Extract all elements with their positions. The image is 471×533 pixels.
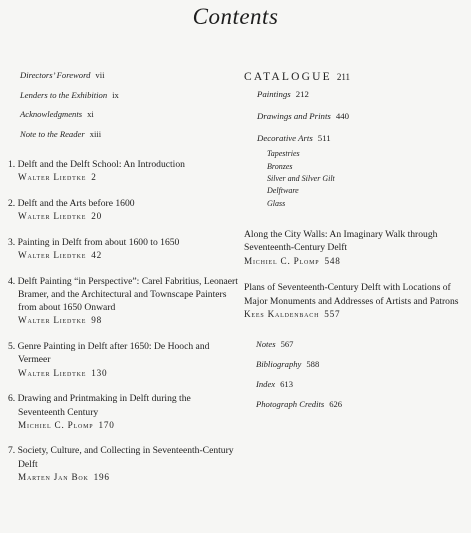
essay-author: Kees Kaldenbach: [244, 308, 320, 319]
entry-page: 212: [295, 88, 309, 99]
toc-essay-5[interactable]: [8, 340, 240, 379]
essay-author: Michiel C. Plomp: [18, 419, 94, 430]
entry-label: Index: [256, 378, 276, 389]
essay-author: Walter Liedtke: [18, 315, 87, 326]
toc-entry-acknowledgments[interactable]: [20, 109, 240, 129]
entry-label: Decorative Arts: [257, 133, 313, 144]
front-matter-list: [20, 70, 240, 148]
catalogue-label: CATALOGUE: [244, 71, 332, 83]
catalogue-list: [257, 88, 466, 210]
toc-essay-6[interactable]: [8, 392, 240, 431]
essay-author: Walter Liedtke: [18, 172, 87, 183]
toc-entry-notes[interactable]: [256, 339, 466, 359]
entry-page: 440: [335, 110, 350, 121]
toc-essay-plans[interactable]: [244, 281, 466, 320]
entry-label: Photograph Credits: [256, 398, 325, 409]
page-title: Contents: [192, 4, 279, 29]
entry-page: 588: [306, 358, 320, 369]
essay-title: 1. Delft and the Delft School: An Introduction: [8, 159, 185, 170]
entry-label: Directors’ Foreword: [20, 70, 91, 80]
entry-page: xi: [87, 109, 94, 119]
entry-page: xiii: [89, 128, 102, 139]
essay-author: Marten Jan Bok: [18, 471, 89, 482]
toc-entry-paintings[interactable]: [257, 88, 466, 100]
essay-author: Walter Liedtke: [18, 367, 87, 378]
toc-essay-3[interactable]: [8, 236, 240, 262]
toc-subentry-delftware[interactable]: Delftware: [267, 186, 299, 196]
entry-label: Lenders to the Exhibition: [20, 89, 108, 100]
essay-page: 20: [91, 211, 103, 222]
catalogue-page: 211: [336, 72, 351, 82]
essay-list: [8, 158, 240, 484]
toc-entry-note-to-reader[interactable]: [20, 129, 240, 149]
toc-entry-lenders[interactable]: [20, 90, 240, 110]
essay-author: Walter Liedtke: [18, 211, 87, 222]
entry-label: Paintings: [257, 88, 291, 99]
left-column: [8, 70, 240, 497]
toc-essay-2[interactable]: [8, 197, 240, 223]
entry-page: 511: [317, 133, 331, 144]
toc-entry-photograph-credits[interactable]: [256, 399, 466, 419]
essay-page: 557: [324, 308, 341, 319]
essay-title: 5. Genre Painting in Delft after 1650: De Hooch and Vermeer: [8, 341, 210, 366]
toc-subentry-bronzes[interactable]: Bronzes: [267, 161, 293, 171]
toc-essay-1[interactable]: [8, 158, 240, 184]
catalogue-heading[interactable]: [244, 70, 466, 86]
right-essay-list: [244, 228, 466, 320]
toc-essay-city-walls[interactable]: [244, 228, 466, 267]
essay-page: 548: [324, 255, 341, 266]
toc-subentry-glass[interactable]: Glass: [267, 198, 286, 208]
toc-entry-directors-foreword[interactable]: [20, 70, 240, 90]
essay-title: Along the City Walls: An Imaginary Walk through Seventeenth-Century Delft: [244, 229, 438, 254]
essay-title: Plans of Seventeenth-Century Delft with Locations of Major Monuments and Addresses of Artists and Patrons: [244, 282, 459, 307]
toc-subentry-tapestries[interactable]: Tapestries: [267, 149, 300, 159]
essay-title: 7. Society, Culture, and Collecting in Seventeenth-Century Delft: [8, 445, 234, 470]
entry-label: Notes: [256, 338, 276, 349]
essay-title: 6. Drawing and Printmaking in Delft during the Seventeenth Century: [8, 393, 191, 418]
decorative-arts-sublist: [267, 148, 466, 210]
essay-author: Walter Liedtke: [18, 250, 87, 261]
essay-title: 3. Painting in Delft from about 1600 to 1650: [8, 236, 180, 248]
entry-page: 626: [329, 398, 343, 409]
essay-page: 98: [91, 315, 103, 326]
toc-subentry-silver[interactable]: Silver and Silver Gilt: [267, 174, 335, 184]
entry-label: Note to the Reader: [20, 128, 85, 139]
toc-entry-drawings-prints[interactable]: [257, 110, 466, 122]
essay-title: 4. Delft Painting “in Perspective”: Carel Fabritius, Leonaert Bramer, and the Architectural and Townscape Painters from about 1650 Onward: [8, 275, 238, 314]
toc-entry-decorative-arts[interactable]: [257, 132, 466, 210]
essay-page: 42: [91, 250, 103, 261]
entry-page: ix: [112, 89, 119, 100]
right-column: [244, 70, 466, 419]
essay-author: Michiel C. Plomp: [244, 255, 320, 266]
back-matter-list: [256, 339, 466, 419]
entry-label: Acknowledgments: [20, 109, 83, 119]
toc-essay-4[interactable]: [8, 275, 240, 327]
essay-page: 196: [93, 471, 110, 482]
entry-page: vii: [95, 70, 105, 80]
entry-label: Bibliography: [256, 358, 302, 369]
toc-essay-7[interactable]: [8, 444, 240, 483]
toc-entry-index[interactable]: [256, 379, 466, 399]
entry-label: Drawings and Prints: [257, 110, 331, 121]
essay-page: 2: [91, 172, 97, 183]
essay-page: 170: [98, 419, 115, 430]
entry-page: 567: [280, 338, 294, 349]
entry-page: 613: [280, 378, 293, 389]
essay-page: 130: [91, 367, 108, 378]
toc-entry-bibliography[interactable]: [256, 359, 466, 379]
essay-title: 2. Delft and the Arts before 1600: [8, 197, 135, 209]
